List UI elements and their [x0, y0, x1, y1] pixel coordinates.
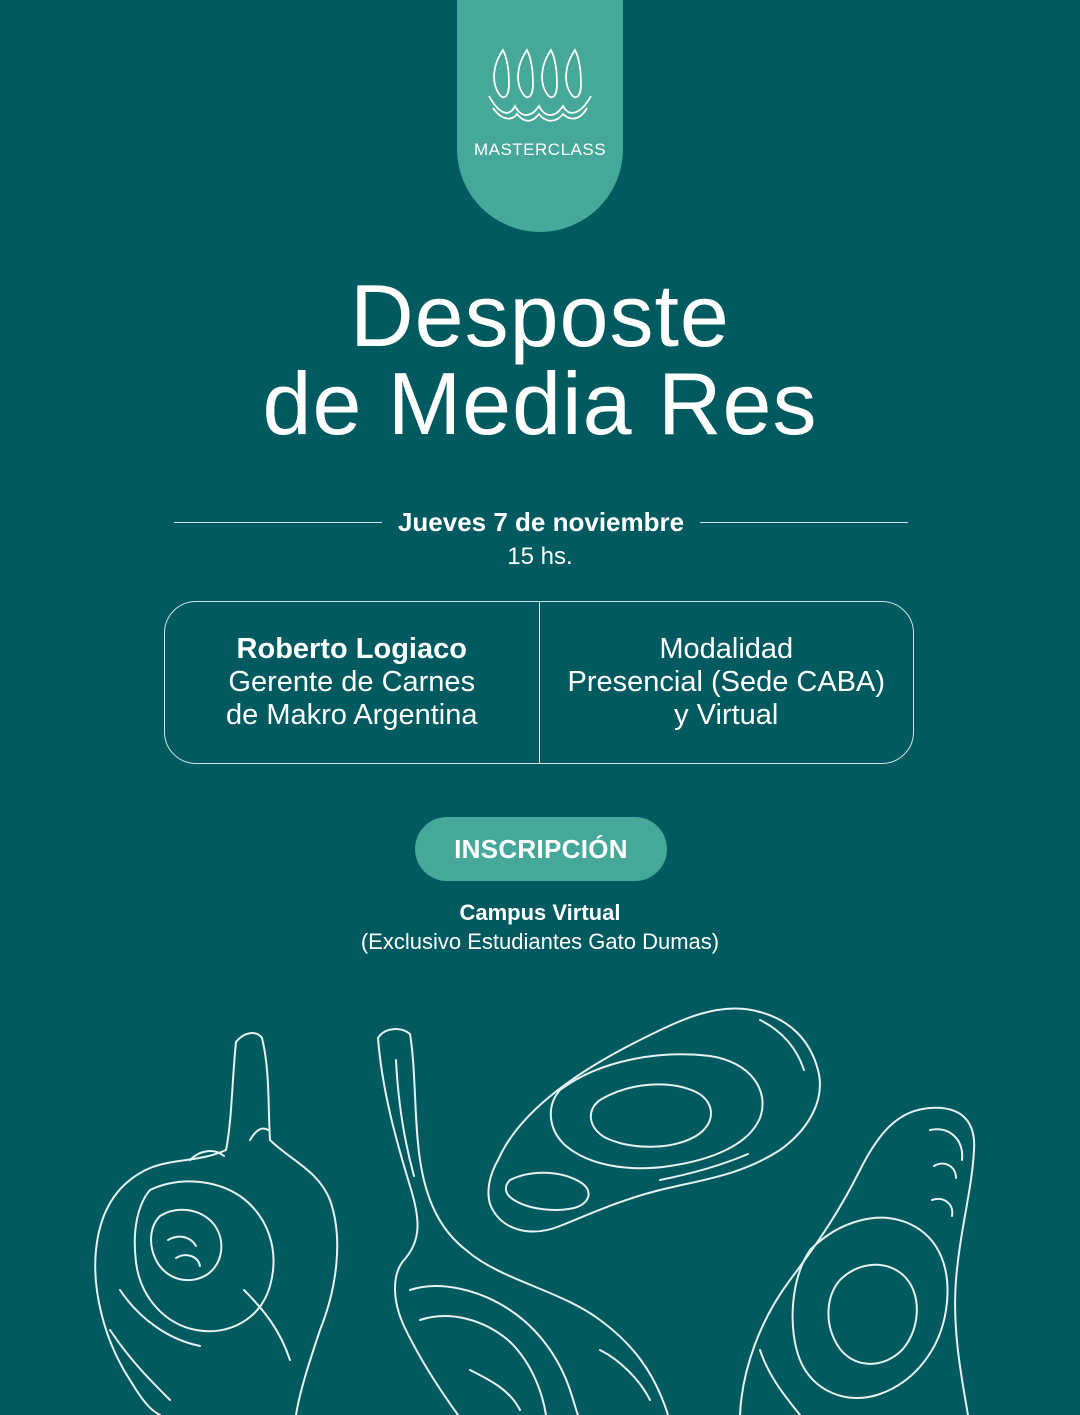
modality-line-2: y Virtual [674, 699, 779, 731]
page-title [0, 266, 1080, 453]
masterclass-badge [457, 0, 623, 232]
event-date: Jueves 7 de noviembre [397, 507, 685, 537]
meat-cuts-illustration [0, 990, 1080, 1415]
speaker-role-line-2: de Makro Argentina [226, 699, 478, 731]
title-line-1: Desposte [350, 266, 730, 365]
date-divider-left [174, 522, 382, 523]
date-divider-right [700, 522, 908, 523]
date-row [174, 507, 908, 538]
title-line-2: de Media Res [262, 354, 818, 453]
modality-info [540, 602, 914, 763]
campus-info [0, 898, 1080, 956]
modality-heading: Modalidad [659, 633, 794, 665]
speaker-role-line-1: Gerente de Carnes [228, 666, 476, 698]
info-box [164, 601, 914, 764]
event-time: 15 hs. [507, 543, 573, 570]
campus-title: Campus Virtual [459, 900, 621, 925]
speaker-name: Roberto Logiaco [236, 633, 467, 665]
rib-chop-icon [95, 1033, 337, 1415]
tomahawk-icon [378, 1029, 668, 1415]
inscripcion-button[interactable]: INSCRIPCIÓN [415, 817, 667, 881]
masterclass-label: MASTERCLASS [473, 140, 607, 159]
campus-subtitle: (Exclusivo Estudiantes Gato Dumas) [360, 929, 720, 954]
speaker-info [165, 602, 540, 763]
modality-line-1: Presencial (Sede CABA) [567, 666, 886, 698]
steak-icon [488, 1008, 819, 1231]
four-leaf-logo-icon [487, 44, 593, 126]
